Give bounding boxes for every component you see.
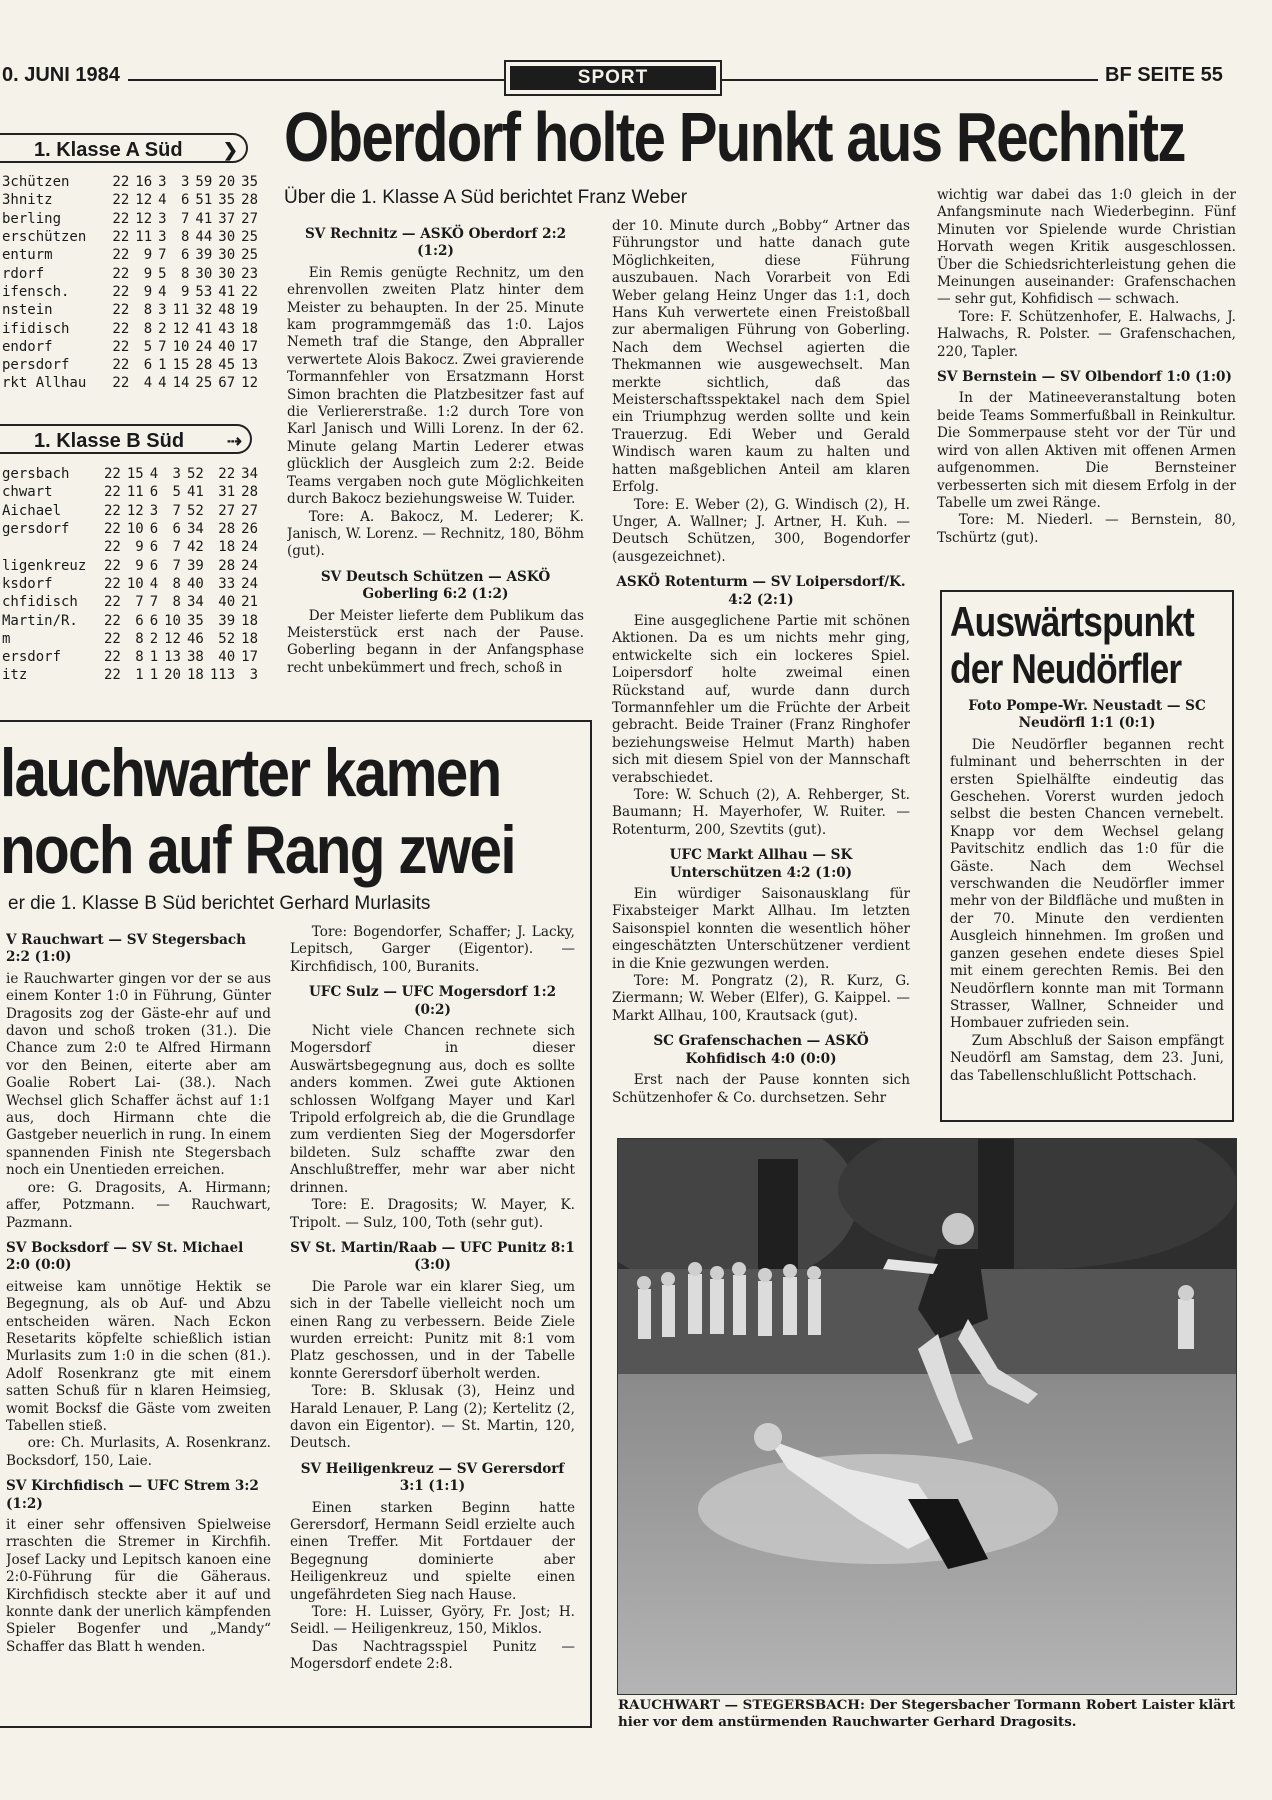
scorers-line: Tore: E. Weber (2), G. Windisch (2), H. Unger, A. Wallner; J. Artner, H. Kuh. — Deutsch Schützen, 300, Bogendorfer (ausgezeichnet). bbox=[612, 496, 910, 565]
stat-value: 52 bbox=[186, 502, 204, 519]
section-label-text: SPORT bbox=[510, 66, 716, 90]
stat-value: 22 bbox=[112, 210, 130, 227]
stat-value: 17 bbox=[241, 649, 258, 666]
stat-value: 39 bbox=[186, 557, 204, 574]
stat-value: 48 bbox=[218, 302, 236, 319]
stat-value: 3 bbox=[249, 667, 258, 684]
stat-value: 22 bbox=[103, 502, 121, 519]
section-label bbox=[504, 60, 722, 96]
stat-value: 22 bbox=[103, 521, 121, 538]
stat-value: 3 bbox=[158, 174, 167, 191]
article-paragraph: ie Rauchwarter gingen vor der se aus einem Konter 1:0 in Führung, Günter Dragosits zog der Gäste-ehr auf und davon und schoß troken (31.). Die Chance zum 2:0 te Alfred Hirmann vor den Beinen, eiterte aber am Goalie Robert Lai- (38.). Nach Wechsel glich Schaffer ächst auf 1:1 aus, doch Hirmann chte die Gastgeber neuerlich in rung. In einem spannenden Finish nte Stegersbach noch ein Unentieden erreichen. bbox=[6, 970, 271, 1179]
stat-value: 22 bbox=[112, 302, 130, 319]
article-paragraph: eitweise kam unnötige Hektik se Begegnung, als ob Auf- und Abzu entscheiden wären. Nach Eckon Resetarits köpfelte schießlich istian Murlasits zum 1:0 in die schen (81.). Adolf Rosenkranz gte mit einem satten Schuß für n klaren Heimsieg, womit Bocksf die Gäste vom zweiten Tabellen stieß. bbox=[6, 1278, 271, 1434]
league-a-title-text: 1. Klasse A Süd bbox=[34, 139, 183, 161]
stat-value: 8 bbox=[135, 649, 144, 666]
stat-value: 38 bbox=[186, 649, 204, 666]
stat-value: 40 bbox=[218, 338, 236, 355]
stat-value: 22 bbox=[103, 630, 121, 647]
stat-value: 30 bbox=[218, 229, 236, 246]
stat-value: 11 bbox=[135, 229, 153, 246]
stat-value: 10 bbox=[126, 575, 144, 592]
stat-value: 32 bbox=[195, 302, 213, 319]
stat-value: 4 bbox=[158, 192, 167, 209]
stat-value: 43 bbox=[218, 320, 236, 337]
stat-value: 10 bbox=[164, 612, 181, 629]
stat-value: 6 bbox=[180, 247, 190, 264]
stat-value: 27 bbox=[218, 502, 236, 519]
stat-value: 31 bbox=[218, 484, 236, 501]
table-row bbox=[0, 630, 258, 648]
match-heading: SV Rechnitz — ASKÖ Oberdorf 2:2 (1:2) bbox=[304, 226, 567, 260]
team-name: endorf bbox=[2, 338, 53, 355]
stat-value: 42 bbox=[186, 539, 204, 556]
page-number: BF SEITE 55 bbox=[1105, 64, 1223, 86]
stat-value: 18 bbox=[186, 667, 204, 684]
match-heading: SC Grafenschachen — ASKÖ Kohfidisch 4:0 (0:0) bbox=[653, 1033, 869, 1067]
team-name: ligenkreuz bbox=[2, 557, 87, 574]
table-row bbox=[0, 556, 258, 574]
stat-value: 27 bbox=[241, 502, 258, 519]
table-row bbox=[0, 191, 258, 209]
stat-value: 4 bbox=[158, 375, 167, 392]
stat-value: 18 bbox=[218, 539, 236, 556]
article-neudorf-body bbox=[950, 690, 1224, 1114]
stat-value: 30 bbox=[218, 265, 236, 282]
stat-value: 22 bbox=[112, 357, 130, 374]
stat-value: 41 bbox=[186, 484, 204, 501]
stat-value: 26 bbox=[241, 521, 258, 538]
arrow-icon: ❯ bbox=[222, 140, 238, 160]
stat-value: 1 bbox=[158, 357, 167, 374]
stat-value: 34 bbox=[186, 594, 204, 611]
stat-value: 39 bbox=[218, 612, 236, 629]
article-paragraph: Der Meister lieferte dem Publikum das Meisterstück erst nach der Pause. Goberling begann in der Anfangsphase recht unbekümmert und frech, schoß in bbox=[287, 607, 584, 676]
match-heading: UFC Markt Allhau — SK Unterschützen 4:2 (1:0) bbox=[669, 847, 853, 881]
stat-value: 8 bbox=[135, 630, 144, 647]
stat-value: 22 bbox=[103, 649, 121, 666]
stat-value: 7 bbox=[149, 594, 159, 611]
stat-value: 4 bbox=[143, 375, 153, 392]
match-heading: UFC Sulz — UFC Mogersdorf 1:2 (0:2) bbox=[308, 984, 557, 1018]
match-heading: SV Kirchfidisch — UFC Strem 3:2 (1:2) bbox=[6, 1478, 259, 1512]
table-row bbox=[0, 648, 258, 666]
team-name: persdorf bbox=[2, 357, 70, 374]
stat-value: 35 bbox=[186, 612, 204, 629]
stat-value: 10 bbox=[126, 521, 144, 538]
scorers-line: ore: Ch. Murlasits, A. Rosenkranz. Bocksdorf, 150, Laie. bbox=[6, 1435, 271, 1469]
match-photo-image bbox=[618, 1139, 1236, 1694]
stat-value: 10 bbox=[172, 338, 190, 355]
stat-value: 8 bbox=[172, 575, 181, 592]
article-b-byline: er die 1. Klasse B Süd berichtet Gerhard Murlasits bbox=[8, 893, 431, 914]
stat-value: 45 bbox=[218, 357, 236, 374]
stat-value: 53 bbox=[195, 283, 213, 300]
stat-value: 22 bbox=[103, 575, 121, 592]
article-a-column-3 bbox=[937, 187, 1236, 577]
stat-value: 7 bbox=[180, 210, 190, 227]
article-paragraph: Erst nach der Pause konnten sich Schützenhofer & Co. durchsetzen. Sehr bbox=[612, 1072, 910, 1106]
stat-value: 7 bbox=[172, 502, 181, 519]
stat-value: 7 bbox=[172, 539, 181, 556]
stat-value: 17 bbox=[241, 338, 258, 355]
match-heading: SV St. Martin/Raab — UFC Punitz 8:1 (3:0) bbox=[290, 1239, 575, 1274]
table-row bbox=[0, 319, 258, 337]
stat-value: 40 bbox=[218, 594, 236, 611]
stat-value: 22 bbox=[112, 192, 130, 209]
table-row bbox=[0, 483, 258, 501]
article-paragraph: Die Neudörfler begannen recht fulminant und beherrschten in der ersten Spielhälfte eindeutig das Geschehen. Vorerst wurden jedoch selbst die besten Chancen vernebelt. Knapp vor dem Wechsel gelang Pavitschitz endlich das 1:0 für die Gäste. Nach dem Wechsel verschwanden die Neudörfler immer mehr von der Bildfläche und mußten in der 70. Minute den verdienten Ausgleich hinnehmen. Im großen und ganzen gesehen endete dieses Spiel mit einem gerechten Remis. Bei den Neudörflern konnte man mit Tormann Strasser, Wallner, Schneider und Hombauer zufrieden sein. bbox=[950, 736, 1224, 1032]
team-name bbox=[0, 538, 98, 556]
table-row bbox=[0, 301, 258, 319]
stat-value: 34 bbox=[241, 466, 258, 483]
article-paragraph: Nicht viele Chancen rechnete sich Mogersdorf in dieser Auswärtsbegegnung aus, doch es sollte anders kommen. Zwei gute Aktionen schlossen Wolfgang Mayer und Karl Tripold erfolgreich ab, die die Grundlage zum verdienten Sieg der Mogersdorfer bildeten. Sulz schaffte zwar den Anschlußtreffer, mehr war aber nicht drinnen. bbox=[290, 1023, 575, 1196]
stat-value: 22 bbox=[218, 466, 236, 483]
stat-value: 22 bbox=[103, 612, 121, 629]
table-row bbox=[0, 283, 258, 301]
stat-value: 30 bbox=[218, 247, 236, 264]
match-heading: Foto Pompe-Wr. Neustadt — SC Neudörfl 1:1 (0:1) bbox=[968, 698, 1206, 732]
stat-value: 6 bbox=[149, 521, 159, 538]
stat-value: 12 bbox=[241, 375, 258, 392]
match-heading: SV Bocksdorf — SV St. Michael 2:0 (0:0) bbox=[6, 1239, 244, 1274]
stat-value: 3 bbox=[158, 229, 167, 246]
team-name: ifensch. bbox=[2, 283, 70, 300]
article-a-column-1 bbox=[287, 218, 584, 705]
team-name: 3chützen bbox=[2, 174, 70, 191]
stat-value: 22 bbox=[112, 247, 130, 264]
article-paragraph: wichtig war dabei das 1:0 gleich in der Anfangsminute nach Wiederbeginn. Fünf Minuten vor Spielende wurde Christian Horvath wegen Kritik ausgeschlossen. Über die Schiedsrichterleistung gehen die Meinungen auseinander: Grafenschachen — sehr gut, Kohfidisch — schwach. bbox=[937, 187, 1236, 308]
stat-value: 5 bbox=[158, 265, 167, 282]
match-heading: V Rauchwart — SV Stegersbach 2:2 (1:0) bbox=[6, 932, 247, 966]
stat-value: 12 bbox=[172, 320, 190, 337]
stat-value: 12 bbox=[164, 630, 181, 647]
photo-caption: RAUCHWART — STEGERSBACH: Der Stegersbacher Tormann Robert Laister klärt hier vor dem anstürmenden Rauchwarter Gerhard Dragosits. bbox=[618, 1697, 1236, 1730]
stat-value: 1 bbox=[149, 649, 159, 666]
stat-value: 33 bbox=[218, 575, 236, 592]
table-row bbox=[0, 228, 258, 246]
team-name: Martin/R. bbox=[2, 612, 78, 629]
team-name: erschützen bbox=[2, 229, 87, 246]
league-b-title-text: 1. Klasse B Süd bbox=[34, 430, 185, 452]
stat-value: 6 bbox=[180, 192, 190, 209]
stat-value: 51 bbox=[195, 192, 213, 209]
article-paragraph: Ein Remis genügte Rechnitz, um den ehrenvollen zweiten Platz hinter dem Meister zu behaupten. In der 25. Minute kam programmgemäß das 1:0. Lajos Nemeth traf die Stange, den Abpraller verwertete Alois Bakocz. Zwei gravierende Tormannfehler von Ersatzmann Horst Simon brachten die Platzbesitzer fast auf die Verliererstraße. 1:2 durch Tore von Karl Janisch und Willi Lorenz. In der 62. Minute gelang Martin Lederer etwas glücklich der Ausgleich zum 2:2. Beide Teams vergaben noch gute Möglichkeiten durch Bakocz beziehungsweise W. Tuider. bbox=[287, 264, 584, 508]
article-b-column-1 bbox=[6, 924, 271, 1720]
table-row bbox=[0, 338, 258, 356]
stat-value: 46 bbox=[186, 630, 204, 647]
stat-value: 22 bbox=[241, 283, 258, 300]
stat-value: 24 bbox=[241, 557, 258, 574]
league-a-title bbox=[0, 133, 248, 163]
team-name: nstein bbox=[2, 302, 53, 319]
article-b-headline-1: lauchwarter kamen bbox=[0, 735, 501, 811]
stat-value: 22 bbox=[103, 539, 121, 556]
stat-value: 8 bbox=[143, 302, 153, 319]
article-a-column-2 bbox=[612, 218, 910, 1128]
stat-value: 18 bbox=[241, 320, 258, 337]
stat-value: 3 bbox=[180, 174, 190, 191]
stat-value: 3 bbox=[158, 210, 167, 227]
stat-value: 67 bbox=[218, 375, 236, 392]
stat-value: 7 bbox=[172, 557, 181, 574]
stat-value: 19 bbox=[241, 302, 258, 319]
stat-value: 22 bbox=[103, 466, 121, 483]
stat-value: 4 bbox=[149, 575, 159, 592]
issue-date: 0. JUNI 1984 bbox=[2, 64, 120, 86]
stat-value: 39 bbox=[195, 247, 213, 264]
article-paragraph: Einen starken Beginn hatte Gerersdorf, Hermann Seidl erzielte auch einen Treffer. Mit Fortdauer der Begegnung dominierte aber Heiligenkreuz und spielte einen ungefährdeten Sieg nach Hause. bbox=[290, 1499, 575, 1603]
stat-value: 22 bbox=[103, 557, 121, 574]
table-row bbox=[0, 465, 258, 483]
stat-value: 1 bbox=[149, 667, 159, 684]
header-rule-right bbox=[718, 79, 1098, 81]
team-name: 3hnitz bbox=[2, 192, 53, 209]
article-paragraph: der 10. Minute durch „Bobby“ Artner das Führungstor und hatte danach gute Möglichkeiten, diese Führung auszubauen. Nach Vorarbeit von Edi Weber gelang Heinz Unger das 1:1, doch Hans Kuh verwertete einen Freistoßball zur abermaligen Führung von Goberling. Nach dem Wechsel agierten die Thekmannen wie ausgewechselt. Man merkte sichtlich, daß das Meisterschaftsspektakel nach dem Spiel ein Triumphzug werden sollte und kein Trauerzug. Edi Weber und Gerald Windisch waren kaum zu halten und hatten maßgeblichen Anteil am klaren Erfolg. bbox=[612, 218, 910, 496]
match-photo bbox=[617, 1138, 1237, 1695]
stat-value: 22 bbox=[103, 594, 121, 611]
stat-value: 28 bbox=[195, 357, 213, 374]
scorers-line: Tore: B. Sklusak (3), Heinz und Harald Lenauer, P. Lang (2); Kertelitz (2, davon ein Eigentor). — St. Martin, 120, Deutsch. bbox=[290, 1383, 575, 1452]
stat-value: 12 bbox=[135, 192, 153, 209]
article-paragraph: Ein würdiger Saisonausklang für Fixabsteiger Markt Allhau. Im letzten Saisonspiel konnten die wesentlich höher eingeschätzten Unterschützener verdient in die Knie gezwungen werden. bbox=[612, 886, 910, 972]
scorers-line: ore: G. Dragosits, A. Hirmann; affer, Potzmann. — Rauchwart, Pazmann. bbox=[6, 1179, 271, 1231]
match-heading: ASKÖ Rotenturm — SV Loipersdorf/K. 4:2 (2:1) bbox=[616, 574, 906, 608]
scorers-line: Tore: M. Pongratz (2), R. Kurz, G. Ziermann; W. Weber (Elfer), G. Kaippel. — Markt Allhau, 100, Krautsack (gut). bbox=[612, 973, 910, 1024]
stat-value: 5 bbox=[172, 484, 181, 501]
scorers-line: Tore: F. Schützenhofer, E. Halwachs, J. Halwachs, R. Polster. — Grafenschachen, 220, Tapler. bbox=[937, 308, 1236, 360]
stat-value: 6 bbox=[149, 484, 159, 501]
stat-value: 40 bbox=[186, 575, 204, 592]
team-name: berling bbox=[2, 210, 62, 227]
stat-value: 13 bbox=[241, 357, 258, 374]
arrow-icon: ⇢ bbox=[226, 431, 242, 451]
stat-value: 9 bbox=[135, 539, 144, 556]
team-name: ersdorf bbox=[2, 649, 62, 666]
article-paragraph: Die Parole war ein klarer Sieg, um sich in der Tabelle vielleicht noch um einen Rang zu verbessern. Beide Ziele wurden erreicht: Punitz mit 8:1 vom Platz geschossen, und in der Tabelle konnte Gerersdorf überholt werden. bbox=[290, 1278, 575, 1382]
stat-value: 7 bbox=[135, 594, 144, 611]
stat-value: 41 bbox=[195, 320, 213, 337]
stat-value: 7 bbox=[158, 338, 167, 355]
stat-value: 30 bbox=[195, 265, 213, 282]
stat-value: 2 bbox=[149, 630, 159, 647]
stat-value: 25 bbox=[195, 375, 213, 392]
article-paragraph: Eine ausgeglichene Partie mit schönen Aktionen. Da es um nichts mehr ging, entwickelte sich ein lockeres Spiel. Loipersdorf holte zweimal einen Rückstand auf, wurde dann durch Tormannfehler um die Früchte der Arbeit gebracht. Beide Trainer (Franz Ringhofer beziehungsweise Helmut Marth) haben sich mit diesem Spiel von der Mannschaft verabschiedet. bbox=[612, 612, 910, 786]
stat-value: 4 bbox=[149, 466, 159, 483]
stat-value: 1 bbox=[135, 667, 144, 684]
table-row bbox=[0, 374, 258, 392]
table-row bbox=[0, 538, 258, 556]
table-row bbox=[0, 502, 258, 520]
stat-value: 6 bbox=[143, 357, 153, 374]
stat-value: 14 bbox=[172, 375, 190, 392]
stat-value: 8 bbox=[172, 594, 181, 611]
stat-value: 9 bbox=[180, 283, 190, 300]
stat-value: 22 bbox=[103, 484, 121, 501]
stat-value: 21 bbox=[241, 594, 258, 611]
league-b-title bbox=[0, 424, 252, 454]
team-name: gersdorf bbox=[2, 521, 70, 538]
stat-value: 28 bbox=[218, 521, 236, 538]
scorers-line: Tore: E. Dragosits; W. Mayer, K. Tripolt. — Sulz, 100, Toth (sehr gut). bbox=[290, 1197, 575, 1231]
stat-value: 15 bbox=[126, 466, 144, 483]
stat-value: 7 bbox=[158, 247, 167, 264]
match-heading: SV Deutsch Schützen — ASKÖ Goberling 6:2 (1:2) bbox=[320, 568, 551, 603]
team-name: chwart bbox=[2, 484, 53, 501]
stat-value: 9 bbox=[143, 265, 153, 282]
stat-value: 6 bbox=[149, 539, 159, 556]
stat-value: 15 bbox=[172, 357, 190, 374]
table-row bbox=[0, 666, 258, 684]
team-name: m bbox=[2, 630, 11, 647]
league-a-standings bbox=[0, 173, 258, 393]
stat-value: 20 bbox=[164, 667, 181, 684]
stat-value: 22 bbox=[112, 265, 130, 282]
stat-value: 25 bbox=[241, 247, 258, 264]
stat-value: 3 bbox=[172, 466, 181, 483]
stat-value: 34 bbox=[186, 521, 204, 538]
table-row bbox=[0, 575, 258, 593]
league-b-standings bbox=[0, 465, 258, 685]
stat-value: 22 bbox=[112, 320, 130, 337]
article-paragraph: Zum Abschluß der Saison empfängt Neudörfl am Samstag, dem 23. Juni, das Tabellenschlußlicht Pottschach. bbox=[950, 1032, 1224, 1084]
stat-value: 12 bbox=[126, 502, 144, 519]
article-b-column-2 bbox=[290, 924, 575, 1720]
stat-value: 24 bbox=[195, 338, 213, 355]
article-neudorf-headline-1: Auswärtspunkt bbox=[950, 598, 1194, 645]
article-neudorf-headline-2: der Neudörfler bbox=[950, 645, 1182, 692]
stat-value: 6 bbox=[149, 612, 159, 629]
stat-value: 8 bbox=[180, 265, 190, 282]
stat-value: 41 bbox=[218, 283, 236, 300]
stat-value: 9 bbox=[143, 247, 153, 264]
table-row bbox=[0, 173, 258, 191]
table-row bbox=[0, 264, 258, 282]
stat-value: 22 bbox=[112, 229, 130, 246]
scorers-line: Tore: M. Niederl. — Bernstein, 80, Tschürtz (gut). bbox=[937, 512, 1236, 546]
stat-value: 9 bbox=[135, 557, 144, 574]
stat-value: 18 bbox=[241, 630, 258, 647]
scorers-line: Tore: W. Schuch (2), A. Rehberger, St. Baumann; H. Mayerhofer, W. Ruiter. — Rotenturm, 200, Szevtits (gut). bbox=[612, 787, 910, 838]
stat-value: 25 bbox=[241, 229, 258, 246]
stat-value: 9 bbox=[143, 283, 153, 300]
stat-value: 6 bbox=[135, 612, 144, 629]
stat-value: 2 bbox=[158, 320, 167, 337]
table-row bbox=[0, 593, 258, 611]
stat-value: 5 bbox=[143, 338, 153, 355]
stat-value: 11 bbox=[126, 484, 144, 501]
stat-value: 6 bbox=[149, 557, 159, 574]
stat-value: 113 bbox=[209, 667, 236, 684]
team-name: rkt Allhau bbox=[2, 375, 87, 392]
stat-value: 22 bbox=[112, 283, 130, 300]
table-row bbox=[0, 210, 258, 228]
team-name: ifidisch bbox=[2, 320, 70, 337]
team-name: rdorf bbox=[2, 265, 45, 282]
stat-value: 11 bbox=[172, 302, 190, 319]
stat-value: 22 bbox=[112, 338, 130, 355]
article-a-headline: Oberdorf holte Punkt aus Rechnitz bbox=[284, 98, 1185, 176]
scorers-line: Tore: H. Luisser, Györy, Fr. Jost; H. Seidl. — Heiligenkreuz, 150, Miklos. bbox=[290, 1604, 575, 1638]
match-heading: SV Heiligenkreuz — SV Gerersdorf 3:1 (1:1) bbox=[300, 1460, 565, 1495]
stat-value: 27 bbox=[241, 210, 258, 227]
team-name: chfidisch bbox=[2, 594, 78, 611]
stat-value: 13 bbox=[164, 649, 181, 666]
stat-value: 3 bbox=[149, 502, 159, 519]
table-row bbox=[0, 520, 258, 538]
stat-value: 22 bbox=[112, 174, 130, 191]
article-a-byline: Über die 1. Klasse A Süd berichtet Franz Weber bbox=[284, 187, 688, 208]
header-rule-left bbox=[128, 79, 504, 81]
match-heading: SV Bernstein — SV Olbendorf 1:0 (1:0) bbox=[937, 369, 1232, 386]
stat-value: 59 bbox=[195, 174, 213, 191]
stat-value: 37 bbox=[218, 210, 236, 227]
stat-value: 4 bbox=[158, 283, 167, 300]
stat-value: 22 bbox=[103, 667, 121, 684]
team-name: enturm bbox=[2, 247, 53, 264]
stat-value: 28 bbox=[241, 484, 258, 501]
stat-value: 40 bbox=[218, 649, 236, 666]
team-name: itz bbox=[2, 667, 28, 684]
table-row bbox=[0, 611, 258, 629]
team-name: ksdorf bbox=[2, 575, 53, 592]
stat-value: 35 bbox=[218, 192, 236, 209]
stat-value: 41 bbox=[195, 210, 213, 227]
stat-value: 6 bbox=[172, 521, 181, 538]
article-paragraph: it einer sehr offensiven Spielweise rraschten die Stremer in Kirchfih. Josef Lacky und Lepitsch kanoen eine 2:0-Führung für die Gäheraus. Kirchfidisch steckte aber it auf und konnte dank der unerlich kämpfenden Spieler Bogenfer und „Mandy“ Schaffer das Blatt h wenden. bbox=[6, 1517, 271, 1655]
stat-value: 24 bbox=[241, 575, 258, 592]
stat-value: 18 bbox=[241, 612, 258, 629]
stat-value: 23 bbox=[241, 265, 258, 282]
table-row bbox=[0, 356, 258, 374]
stat-value: 52 bbox=[218, 630, 236, 647]
scorers-line: Tore: A. Bakocz, M. Lederer; K. Janisch, W. Lorenz. — Rechnitz, 180, Böhm (gut). bbox=[287, 508, 584, 560]
stat-value: 22 bbox=[112, 375, 130, 392]
article-paragraph: Das Nachtragsspiel Punitz — Mogersdorf endete 2:8. bbox=[290, 1638, 575, 1673]
stat-value: 44 bbox=[195, 229, 213, 246]
article-b-headline-2: noch auf Rang zwei bbox=[0, 812, 515, 888]
stat-value: 28 bbox=[241, 192, 258, 209]
stat-value: 52 bbox=[186, 466, 204, 483]
stat-value: 28 bbox=[218, 557, 236, 574]
stat-value: 16 bbox=[135, 174, 153, 191]
stat-value: 8 bbox=[180, 229, 190, 246]
stat-value: 24 bbox=[241, 539, 258, 556]
team-name: Aichael bbox=[2, 502, 62, 519]
stat-value: 3 bbox=[158, 302, 167, 319]
scorers-line: Tore: Bogendorfer, Schaffer; J. Lacky, Lepitsch, Garger (Eigentor). — Kirchfidisch, 100, Buranits. bbox=[290, 924, 575, 975]
table-row bbox=[0, 246, 258, 264]
team-name: gersbach bbox=[2, 466, 70, 483]
article-paragraph: In der Matineeveranstaltung boten beide Teams Sommerfußball in Reinkultur. Die Sommerpause steht vor der Tür und wird von allen Aktiven mit offenen Armen aufgenommen. Die Bernsteiner verbesserten sich mit diesem Erfolg in der Tabelle um zwei Ränge. bbox=[937, 390, 1236, 511]
stat-value: 12 bbox=[135, 210, 153, 227]
stat-value: 20 bbox=[218, 174, 236, 191]
stat-value: 35 bbox=[241, 174, 258, 191]
stat-value: 8 bbox=[143, 320, 153, 337]
